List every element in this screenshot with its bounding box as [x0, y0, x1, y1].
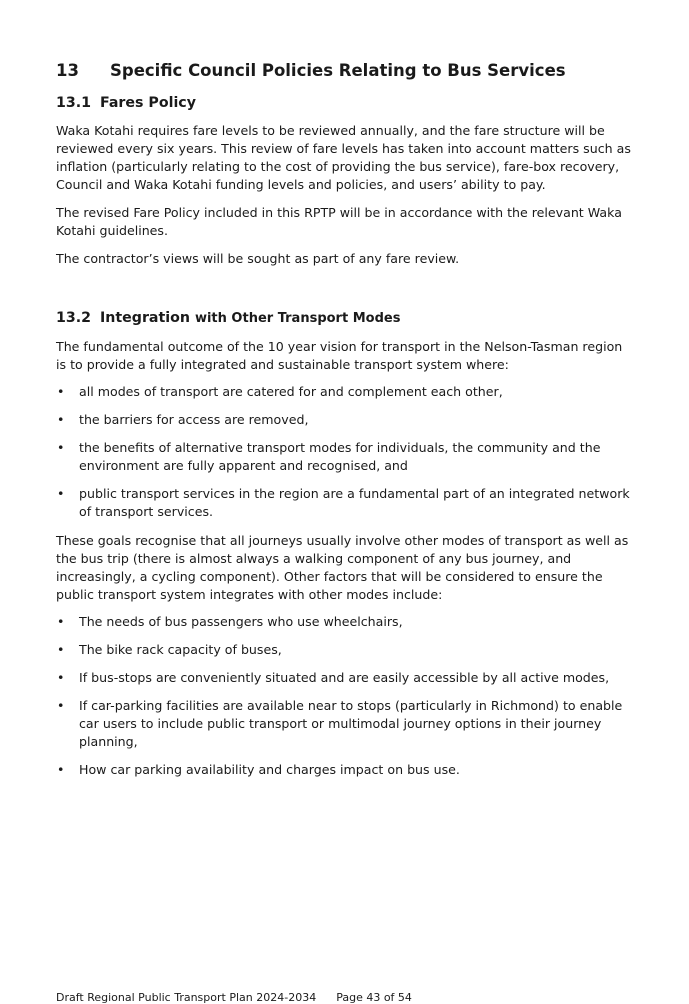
bullet-glyph: •: [57, 486, 65, 501]
list-item: [56, 697, 632, 751]
list-item-text: The needs of bus passengers who use wheelchairs,: [79, 614, 403, 629]
list-item-text: the barriers for access are removed,: [79, 412, 309, 427]
bullet-glyph: •: [57, 670, 65, 685]
integration-number: 13.2: [56, 310, 92, 326]
bullet-glyph: •: [57, 698, 65, 713]
bullet-glyph: •: [57, 412, 65, 427]
fares-paragraph-3: The contractor’s views will be sought as part of any fare review.: [56, 251, 460, 266]
list-item: [56, 383, 632, 401]
page-footer: [56, 991, 412, 1004]
fares-heading: [56, 95, 196, 111]
list-item: [56, 669, 632, 687]
section-number: 13: [56, 61, 79, 80]
list-item: [56, 485, 632, 521]
integration-heading: [56, 310, 400, 326]
list-item-text: If car-parking facilities are available near to stops (particularly in Richmond) to enable car users to include public transport or multimodal journey options in their journey planning,: [79, 698, 623, 749]
bullet-glyph: •: [57, 614, 65, 629]
bullet-glyph: •: [57, 440, 65, 455]
list-item-text: If bus-stops are conveniently situated and are easily accessible by all active modes,: [79, 670, 610, 685]
section-heading: [56, 61, 566, 80]
goals-paragraph: These goals recognise that all journeys usually involve other modes of transport as well as the bus trip (there is almost always a walking component of any bus journey, and increasingly, a cycling component). Other factors that will be considered to ensure the public transport system integrates with other modes include:: [56, 533, 629, 602]
fares-paragraph-1: Waka Kotahi requires fare levels to be reviewed annually, and the fare structure will be reviewed every six years. This review of fare levels has taken into account matters such as inflation (particularly relating to the cost of providing the bus service), fare-box recovery, Council and Waka Kotahi funding levels and policies, and users’ ability to pay.: [56, 123, 631, 192]
fares-number: 13.1: [56, 95, 92, 111]
bullet-glyph: •: [57, 642, 65, 657]
list-item: [56, 761, 632, 779]
list-item: [56, 411, 632, 429]
integration-intro: The fundamental outcome of the 10 year vision for transport in the Nelson-Tasman region is to provide a fully integrated and sustainable transport system where:: [56, 339, 623, 372]
footer-page-number: Page 43 of 54: [336, 991, 412, 1004]
fares-title: Fares Policy: [100, 95, 196, 111]
footer-document-title: Draft Regional Public Transport Plan 2024-2034: [56, 991, 317, 1004]
factor-bullet-list: [56, 613, 632, 779]
vision-bullet-list: [56, 383, 632, 521]
list-item-text: the benefits of alternative transport modes for individuals, the community and the environment are fully apparent and recognised, and: [79, 440, 601, 473]
bullet-glyph: •: [57, 762, 65, 777]
list-item-text: How car parking availability and charges impact on bus use.: [79, 762, 460, 777]
integration-title-rest: with Other Transport Modes: [194, 311, 401, 326]
fares-paragraph-2: The revised Fare Policy included in this RPTP will be in accordance with the relevant Waka Kotahi guidelines.: [56, 205, 622, 238]
list-item: [56, 641, 632, 659]
list-item: [56, 613, 632, 631]
section-title: Specific Council Policies Relating to Bus Services: [110, 61, 566, 80]
integration-title-main: Integration: [100, 310, 191, 326]
list-item-text: public transport services in the region are a fundamental part of an integrated network of transport services.: [79, 486, 630, 519]
list-item-text: all modes of transport are catered for and complement each other,: [79, 384, 503, 399]
bullet-glyph: •: [57, 384, 65, 399]
list-item-text: The bike rack capacity of buses,: [79, 642, 282, 657]
list-item: [56, 439, 632, 475]
